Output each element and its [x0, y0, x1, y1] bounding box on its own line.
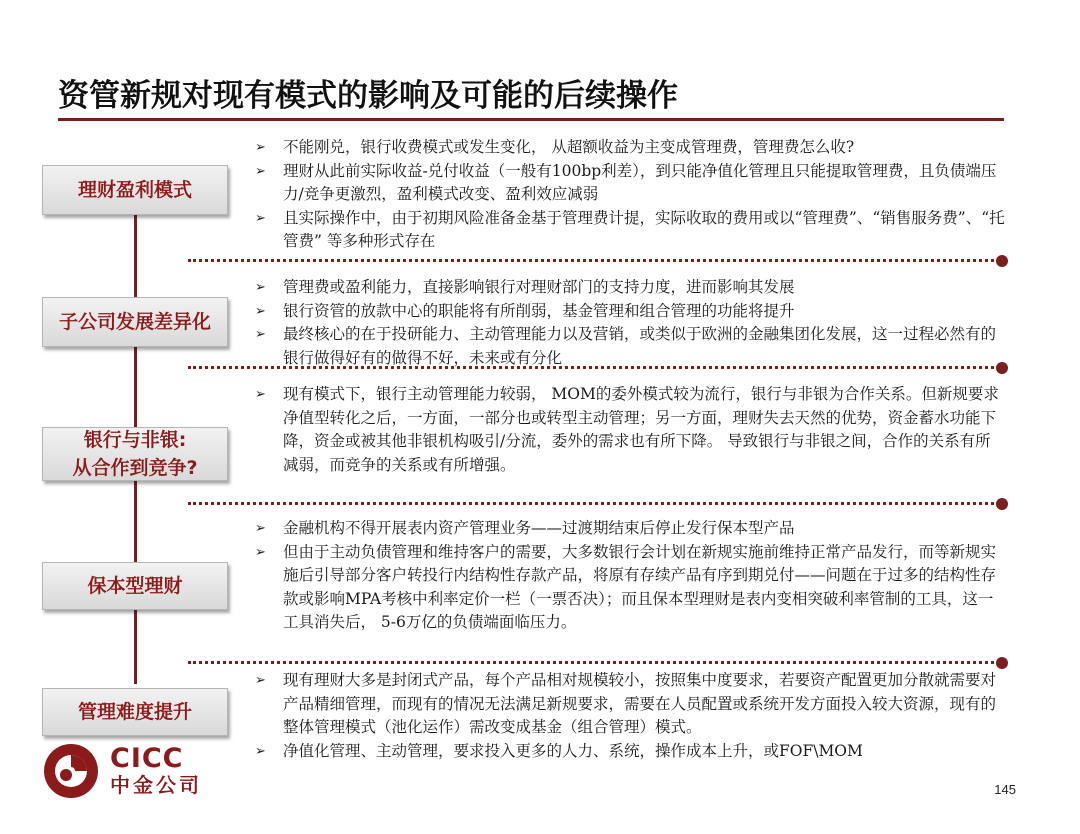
list-item: ➢ 理财从此前实际收益-兑付收益（一般有100bp利差），到只能净值化管理且只能提取管理费，且负债端压力/竞争更激烈，盈利模式改变、盈利效应减弱	[255, 161, 997, 203]
section-bullets-management-difficulty	[255, 669, 1005, 763]
list-item: ➢ 管理费或盈利能力，直接影响银行对理财部门的支持力度，进而影响其发展	[255, 276, 1005, 300]
title-divider	[58, 118, 1004, 121]
list-item: ➢ 不能刚兑，银行收费模式或发生变化， 从超额收益为主变成管理费，管理费怎么收?	[255, 136, 1005, 160]
list-item: ➢ 但由于主动负债管理和维持客户的需要，大多数银行会计划在新规实施前维持正常产品发行，而等新规实施后引导部分客户转投行内结构性存款产品，将原有存续产品有序到期兑付——问题在于过多的结构性存款或影响MPA考核中利率定价一栏（一票否决）；而且保本型理财是表内变相突破利率管制的工具，这一工具消失后， 5-6万亿的负债端面临压力。	[255, 542, 997, 631]
arrow-bullet-icon: ➢	[255, 303, 266, 319]
divider-end-dot	[996, 498, 1008, 510]
cicc-logo	[42, 742, 202, 800]
section-bullets-principal-guaranteed	[255, 517, 1005, 635]
section-divider	[188, 661, 1000, 664]
arrow-bullet-icon: ➢	[255, 521, 266, 536]
arrow-bullet-icon: ➢	[255, 210, 266, 226]
section-label-bank-nonbank: 银行与非银: 从合作到竞争?	[42, 427, 228, 481]
arrow-bullet-icon: ➢	[255, 163, 266, 179]
arrow-bullet-icon: ➢	[255, 327, 266, 342]
section-bullets-profit-model	[255, 136, 1005, 254]
section-divider	[188, 502, 1000, 505]
divider-end-dot	[996, 362, 1008, 374]
logo-text-cn: 中金公司	[110, 773, 202, 797]
arrow-bullet-icon: ➢	[255, 387, 266, 402]
list-item: ➢ 最终核心的在于投研能力、主动管理能力以及营销，或类似于欧洲的金融集团化发展，这一过程必然有的银行做得好有的做得不好，未来或有分化	[255, 325, 997, 367]
arrow-bullet-icon: ➢	[255, 544, 266, 560]
section-bullets-subsidiary	[255, 276, 1005, 370]
cicc-emblem-icon	[42, 742, 100, 800]
list-item: ➢ 现有模式下，银行主动管理能力较弱， MOM的委外模式较为流行，银行与非银为合作关系。但新规要求净值型转化之后，一方面，一部分也或转型主动管理；另一方面，理财失去天然的优势，资金蓄水功能下降，资金或被其他非银机构吸引/分流，委外的需求也有所下降。 导致银行与非银之间，合作的关系有所减弱，而竞争的关系或有所增强。	[255, 385, 999, 474]
divider-end-dot	[996, 657, 1008, 669]
section-bullets-bank-nonbank	[255, 383, 1005, 477]
list-item: ➢ 且实际操作中，由于初期风险准备金基于管理费计提，实际收取的费用或以“管理费”、“销售服务费”、“托管费” 等多种形式存在	[255, 208, 1005, 250]
section-label-management-difficulty: 管理难度提升	[42, 688, 228, 736]
list-item: ➢ 金融机构不得开展表内资产管理业务——过渡期结束后停止发行保本型产品	[255, 517, 1005, 541]
section-label-subsidiary: 子公司发展差异化	[42, 297, 228, 347]
arrow-bullet-icon: ➢	[255, 743, 266, 759]
list-item: ➢ 现有理财大多是封闭式产品，每个产品相对规模较小，按照集中度要求，若要资产配置更加分散就需要对产品精细管理，而现有的情况无法满足新规要求，需要在人员配置或系统开发方面投入较大资源，现有的整体管理模式（池化运作）需改变成基金（组合管理）模式。	[255, 671, 997, 736]
page-number: 145	[994, 782, 1016, 797]
arrow-bullet-icon: ➢	[255, 140, 266, 155]
list-item: ➢ 净值化管理、主动管理，要求投入更多的人力、系统，操作成本上升，或FOF\MOM	[255, 740, 1005, 764]
section-divider	[188, 366, 1000, 369]
list-item: ➢ 银行资管的放款中心的职能将有所削弱，基金管理和组合管理的功能将提升	[255, 300, 1005, 324]
section-label-profit-model: 理财盈利模式	[42, 165, 228, 215]
arrow-bullet-icon: ➢	[255, 280, 266, 295]
divider-end-dot	[996, 255, 1008, 267]
page-title: 资管新规对现有模式的影响及可能的后续操作	[58, 78, 678, 114]
arrow-bullet-icon: ➢	[255, 673, 266, 688]
section-label-principal-guaranteed: 保本型理财	[42, 562, 228, 610]
section-divider	[188, 259, 1000, 262]
logo-text-en: CICC	[110, 743, 184, 774]
